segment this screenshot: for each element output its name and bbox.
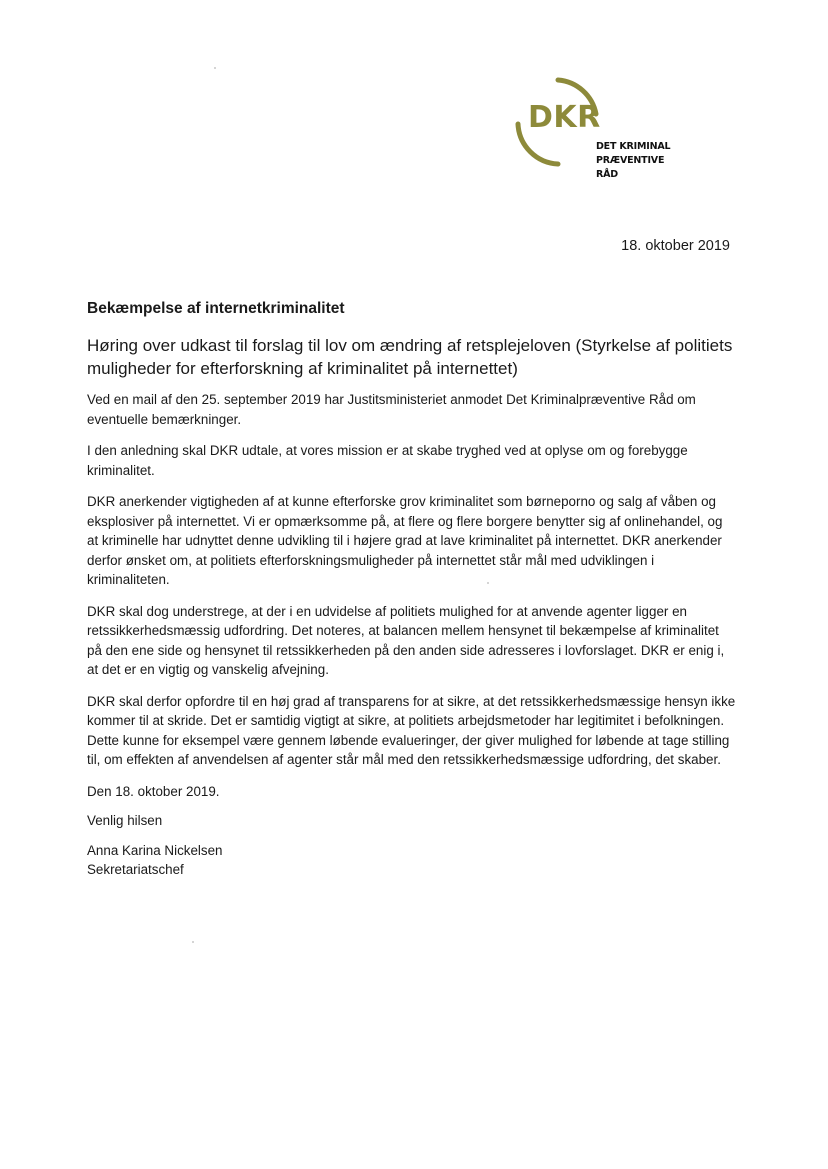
letter-subtitle: Høring over udkast til forslag til lov om ændring af retsplejeloven (Styrkelse af politiets muligheder for efterforskning af kriminalitet på internettet): [87, 336, 733, 378]
paragraph: DKR skal dog understrege, at der i en udvidelse af politiets mulighed for at anvende agenter ligger en retssikkerhedsmæssig udfordring. Det noteres, at balancen mellem hensynet til bekæmpelse af kriminalitet på den ene side og hensynet til retssikkerheden på den anden side adresseres i lovforslaget. DKR er enig i, at det er en vigtig og vanskelig afvejning.: [87, 603, 725, 677]
letter-date: 18. oktober 2019: [621, 238, 730, 254]
logo-subtitle-line2: PRÆVENTIVE RÅD: [596, 155, 665, 180]
dkr-logo: [510, 74, 685, 180]
logo-subtitle-line1: DET KRIMINAL: [596, 141, 671, 152]
paragraph: Ved en mail af den 25. september 2019 har Justitsministeriet anmodet Det Kriminalpræventive Råd om eventuelle bemærkninger.: [87, 392, 696, 427]
scan-speck: [192, 941, 194, 943]
signer-name: Anna Karina Nickelsen: [87, 842, 223, 858]
scan-speck: [214, 67, 216, 69]
paragraph: DKR skal derfor opfordre til en høj grad af transparens for at sikre, at det retssikkerhedsmæssige hensyn ikke kommer til at skride. Det er samtidig vigtigt at sikre, at politiets arbejdsmetoder har legitimitet i befolkningen. Dette kunne for eksempel være gennem løbende evalueringer, der giver mulighed for løbende at tage stilling til, om effekten af anvendelsen af agenter står mål med den retssikkerhedsmæssige udfordring, det skaber.: [87, 693, 736, 767]
greeting: Venlig hilsen: [87, 813, 163, 828]
letter-body: [87, 298, 737, 880]
logo-letters: DKR: [528, 100, 601, 135]
letter-title: Bekæmpelse af internetkriminalitet: [87, 300, 345, 317]
paragraph: DKR anerkender vigtigheden af at kunne efterforske grov kriminalitet som børneporno og salg af våben og eksplosiver på internettet. Vi er opmærksomme på, at flere og flere borgere benytter sig af onlinehandel, og at kriminelle har udnyttet denne udvikling til i højere grad at lave kriminalitet på internettet. DKR anerkender derfor ønsket om, at politiets efterforskningsmuligheder på internettet står mål med udviklingen i kriminaliteten.: [87, 494, 723, 587]
logo-subtitle: [596, 140, 685, 182]
signer-role: Sekretariatschef: [87, 862, 184, 877]
paragraph: I den anledning skal DKR udtale, at vores mission er at skabe tryghed ved at oplyse om og forebygge kriminalitet.: [87, 443, 688, 478]
closing-date: Den 18. oktober 2019.: [87, 783, 220, 799]
